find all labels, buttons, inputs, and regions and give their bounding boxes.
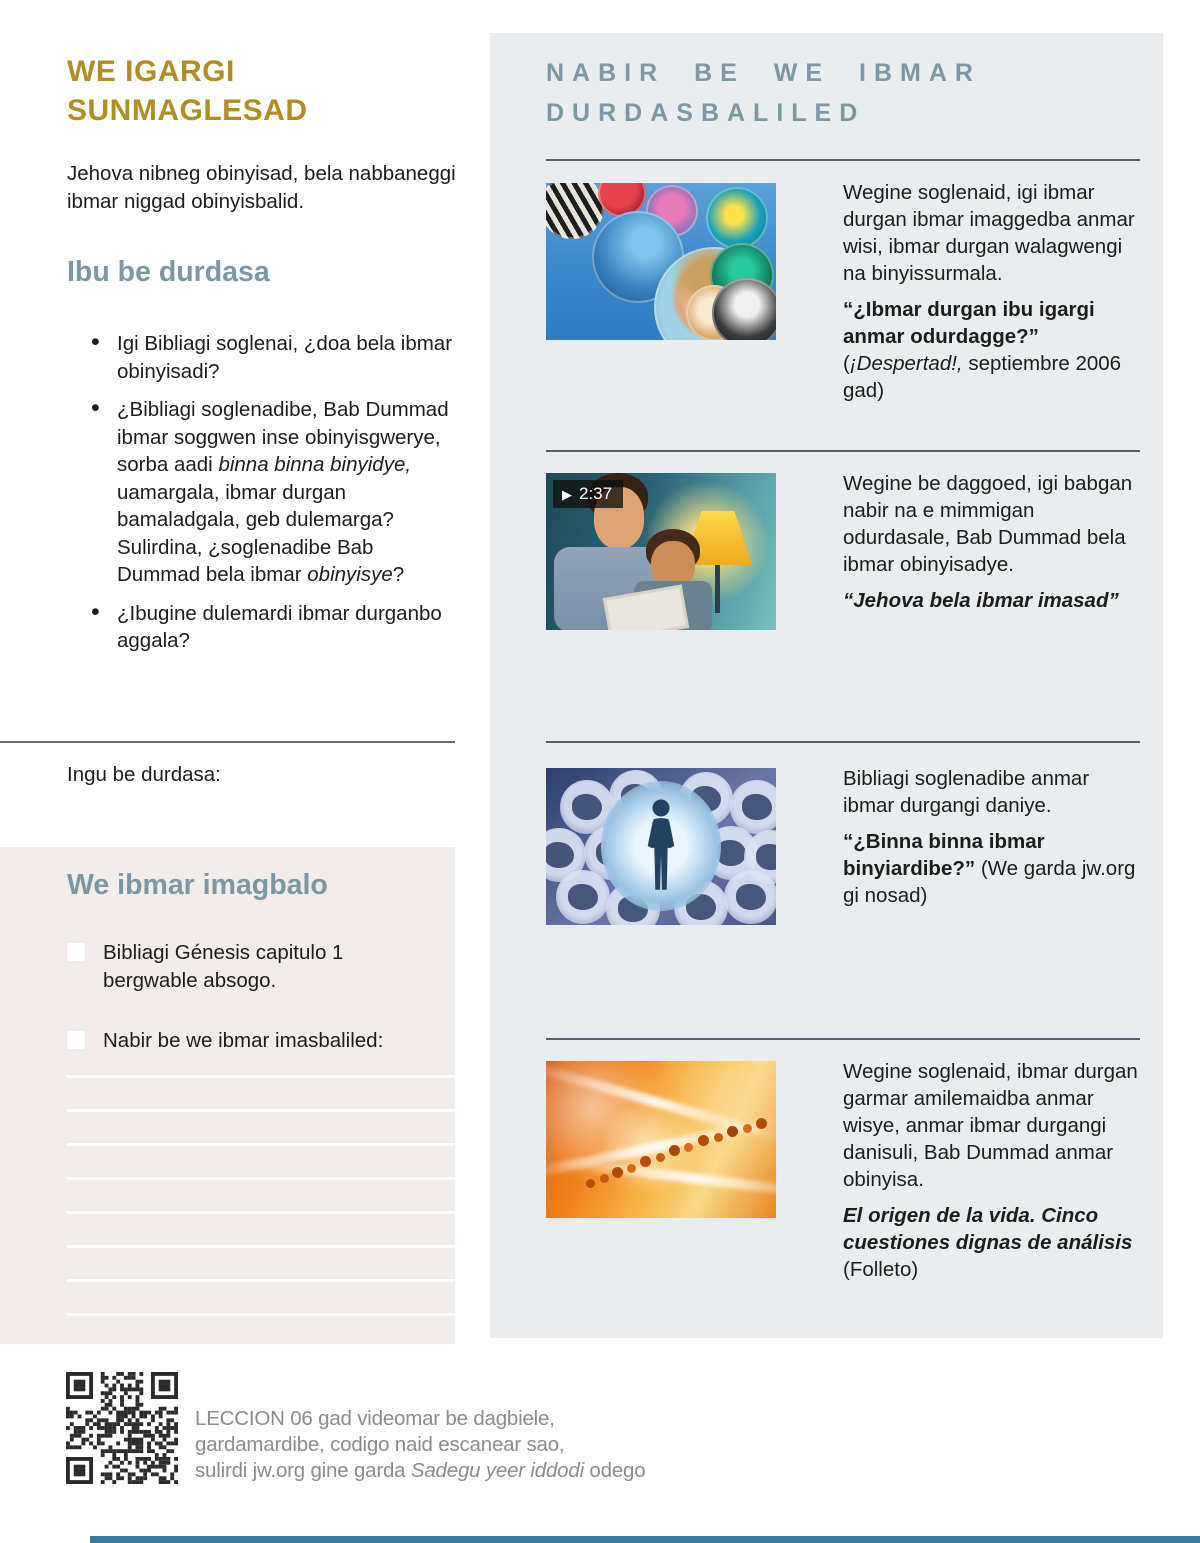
lamp-pole	[715, 565, 720, 613]
animal-circle	[724, 870, 776, 924]
writing-line	[67, 1143, 455, 1146]
entry-description: Wegine soglenaid, ibmar durgan garmar amilemaidba anmar wisye, anmar ibmar durgangi danisuli, Bab Dummad anmar obinyisa.	[843, 1060, 1138, 1191]
dna-strand	[586, 1179, 595, 1188]
reference-text: (	[843, 352, 850, 375]
practice-heading: We ibmar imagbalo	[67, 869, 328, 901]
list-item	[89, 600, 457, 655]
question-text: ¿Bibliagi soglenadibe, Bab Dummad ibmar soggwen inse obinyisgwerye, sorba aadi	[117, 398, 449, 476]
penguin-bubble	[712, 278, 776, 340]
reference-title: “¿Binna binna ibmar binyiardibe?”	[843, 830, 1045, 880]
writing-line	[67, 1177, 455, 1180]
footer-line: LECCION 06 gad videomar be dagbiele,	[195, 1407, 555, 1430]
human-animals-image	[546, 768, 776, 925]
left-column-divider	[0, 741, 455, 743]
question-text: uamargala, ibmar durgan bamaladgala, geb dulemarga? Sulirdina, ¿soglenadibe Bab Dummad bela ibmar	[117, 480, 394, 586]
question-text: Igi Bibliagi soglenai, ¿doa bela ibmar obinyisadi?	[117, 332, 453, 383]
fish-bubble	[706, 187, 768, 249]
video-duration: 2:37	[579, 484, 613, 503]
reference-title: “Jehova bela ibmar imasad”	[843, 589, 1119, 612]
entry-text	[843, 1058, 1142, 1283]
task-row	[67, 1027, 427, 1055]
entry-reference	[843, 828, 1142, 909]
divider	[546, 741, 1140, 743]
light-streak	[556, 1157, 776, 1200]
reference-text: septiembre 2006 gad)	[843, 352, 1122, 402]
qr-code	[66, 1372, 178, 1484]
footer-text-part: sulirdi jw.org gine garda	[195, 1459, 411, 1482]
page-title: WE IGARGI SUNMAGLESAD	[67, 55, 308, 127]
writing-line	[67, 1313, 455, 1316]
question-text: ?	[392, 563, 405, 586]
task-label: Nabir be we ibmar imasbaliled:	[103, 1029, 384, 1052]
entry-text	[843, 765, 1142, 909]
zebra-bubble	[546, 183, 604, 239]
entry-reference	[843, 587, 1142, 614]
task-label: Bibliagi Génesis capitulo 1 bergwable absogo.	[103, 941, 344, 992]
task-row	[67, 939, 427, 994]
question-text: ¿Ibugine dulemardi ibmar durganbo aggala?	[117, 601, 442, 652]
reference-title: “¿Ibmar durgan ibu igargi anmar odurdagge?”	[843, 298, 1095, 348]
list-item	[89, 330, 457, 385]
discussion-question-list	[89, 330, 457, 666]
father-son-video-thumbnail[interactable]	[546, 473, 776, 630]
checkbox[interactable]	[67, 1031, 85, 1049]
entry-reference	[843, 1202, 1142, 1283]
media-panel-heading: NABIR BE WE IBMAR DURDASBALILED	[546, 59, 981, 127]
footer-publication-name: Sadegu yeer iddodi	[410, 1459, 584, 1482]
footer-text-part: odego	[583, 1459, 646, 1482]
page-footer-bar	[90, 1536, 1200, 1543]
divider	[546, 159, 1140, 161]
entry-text	[843, 179, 1142, 404]
reference-title: El origen de la vida. Cinco cuestiones dignas de análisis	[843, 1204, 1133, 1254]
question-text-italic: binna binna binyidye,	[218, 453, 412, 476]
creation-bubbles-image	[546, 183, 776, 340]
writing-line	[67, 1211, 455, 1214]
apply-label: Ingu be durdasa:	[67, 763, 221, 786]
dna-image	[546, 1061, 776, 1218]
checkbox[interactable]	[67, 943, 85, 961]
divider	[546, 450, 1140, 452]
footer-instructions	[195, 1406, 755, 1484]
writing-line	[67, 1075, 455, 1078]
reference-text: (We garda jw.org gi nosad)	[843, 857, 1136, 907]
entry-description: Bibliagi soglenadibe anmar ibmar durgangi daniye.	[843, 767, 1090, 817]
entry-text	[843, 470, 1142, 614]
divider	[546, 1038, 1140, 1040]
footer-line: gardamardibe, codigo naid escanear sao,	[195, 1433, 565, 1456]
human-silhouette	[642, 798, 680, 894]
footer-line	[195, 1458, 755, 1484]
practice-panel	[0, 847, 455, 1344]
entry-description: Wegine soglenaid, igi ibmar durgan ibmar imaggedba anmar wisi, ibmar durgan walagwengi na binyissurmala.	[843, 181, 1135, 285]
media-panel	[490, 33, 1163, 1338]
human-silhouette-circle	[601, 781, 721, 911]
list-item	[89, 396, 457, 589]
intro-paragraph: Jehova nibneg obinyisad, bela nabbaneggi ibmar niggad obinyisbalid.	[67, 162, 456, 213]
writing-line	[67, 1109, 455, 1112]
discuss-heading: Ibu be durdasa	[67, 256, 270, 288]
writing-line	[67, 1245, 455, 1248]
entry-description: Wegine be daggoed, igi babgan nabir na e mimmigan odurdasale, Bab Dummad bela ibmar obinyisadye.	[843, 472, 1133, 576]
question-text-italic: obinyisye	[307, 563, 393, 586]
entry-reference	[843, 296, 1142, 404]
reference-text: (Folleto)	[843, 1258, 919, 1281]
reference-source: ¡Despertad!,	[849, 352, 963, 375]
play-icon: ▶	[562, 486, 572, 502]
animal-circle	[556, 870, 610, 924]
video-duration-badge	[553, 480, 623, 508]
writing-line	[67, 1279, 455, 1282]
